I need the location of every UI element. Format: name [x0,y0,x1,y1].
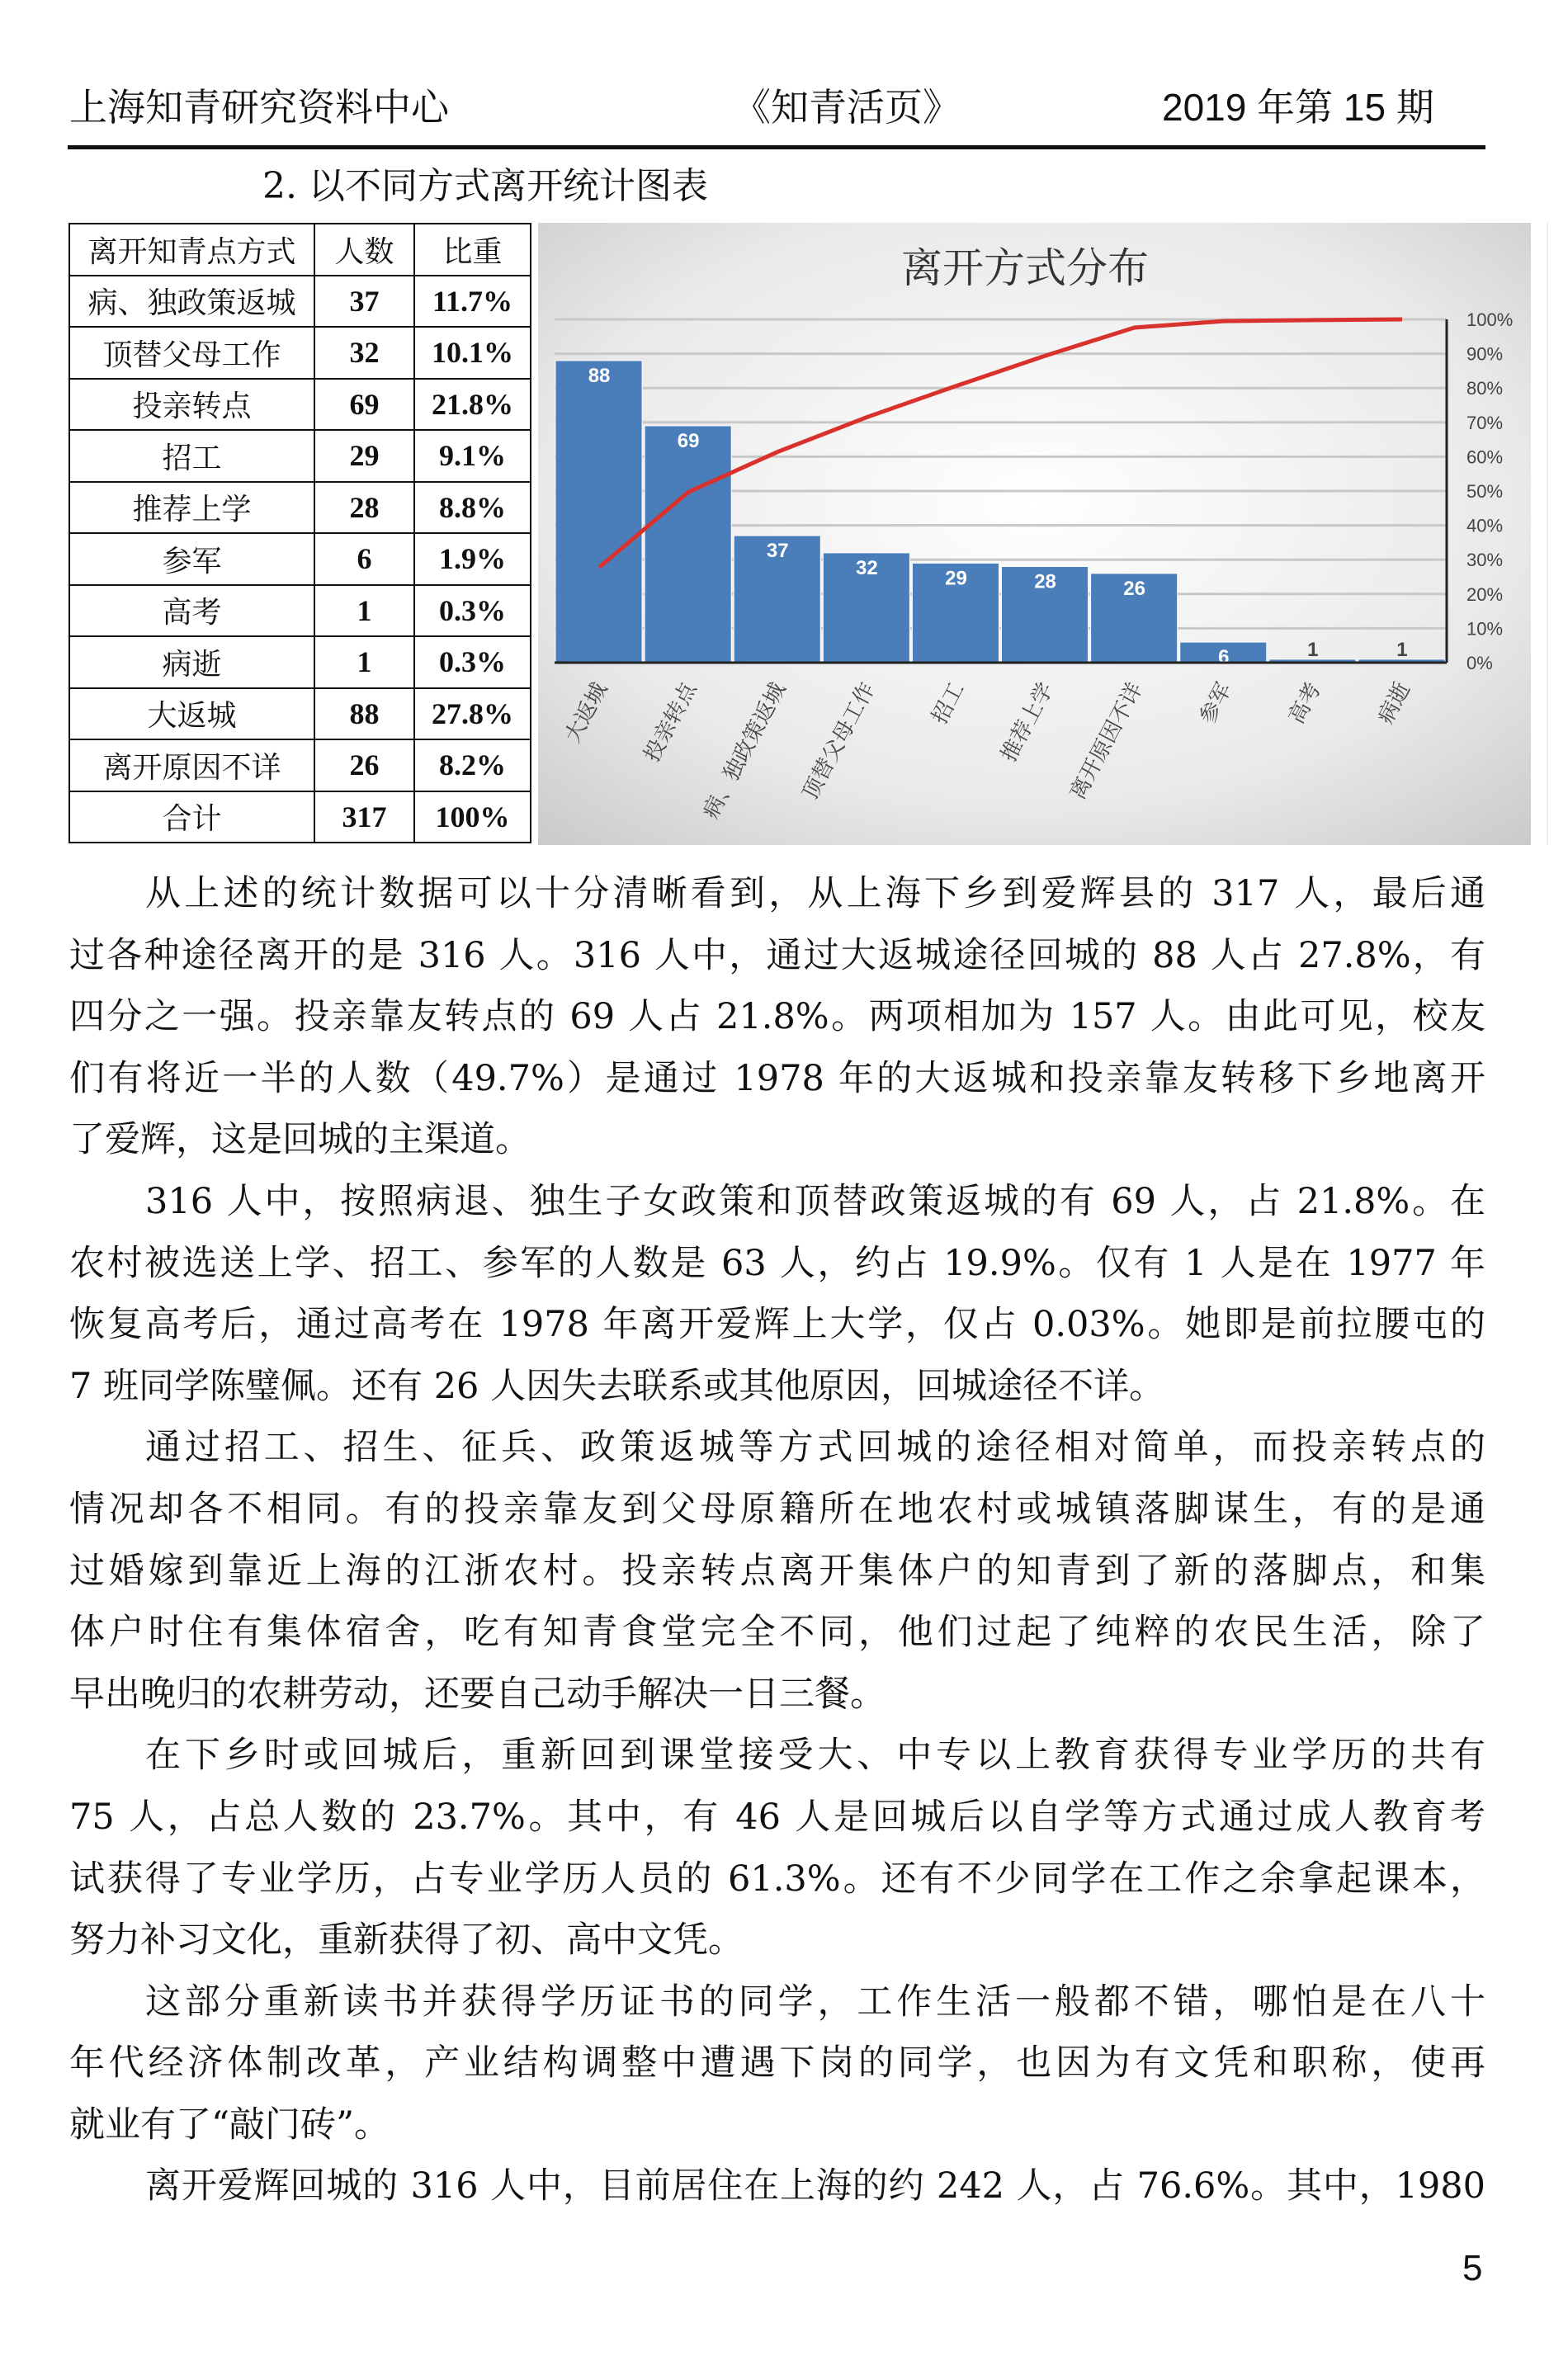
count-cell: 26 [314,739,414,791]
count-cell: 317 [314,791,414,843]
header-issue: 2019 年第 15 期 [1162,86,1434,129]
section-title: 2. 以不同方式离开统计图表 [262,165,708,207]
count-cell: 32 [314,327,414,379]
category-label: 大返城 [560,678,613,748]
category-label: 参军 [1195,678,1237,729]
bar-value-label: 1 [1396,638,1408,661]
share-cell: 0.3% [414,585,531,637]
paragraph-line: 们有将近一半的人数（49.7%）是通过 1978 年的大返城和投亲靠友转移下乡地离开 [69,1057,1485,1099]
table-row [69,430,531,482]
bar-value-label: 32 [855,556,878,579]
category-label: 离开原因不详 [1065,678,1148,805]
departure-pareto-chart [538,223,1531,845]
paragraph-line: 316 人中，按照病退、独生子女政策和顶替政策返城的有 69 人，占 21.8%。在 [145,1180,1485,1222]
count-cell: 1 [314,636,414,688]
count-cell: 37 [314,276,414,328]
method-cell: 高考 [69,585,314,637]
paragraph-line: 从上述的统计数据可以十分清晰看到，从上海下乡到爱辉县的 317 人，最后通 [145,873,1485,914]
paragraph-line: 四分之一强。投亲靠友转点的 69 人占 21.8%。两项相加为 157 人。由此可见，校友 [69,996,1485,1038]
count-cell: 6 [314,533,414,585]
count-cell: 28 [314,482,414,534]
y2-tick-label: 80% [1466,378,1504,399]
bar [555,361,642,663]
paragraph-line: 试获得了专业学历，占专业学历人员的 61.3%。还有不少同学在工作之余拿起课本， [69,1858,1485,1900]
paragraph-line: 在下乡时或回城后，重新回到课堂接受大、中专以上教育获得专业学历的共有 [145,1735,1485,1777]
table-row [69,533,531,585]
count-cell: 1 [314,585,414,637]
table-row [69,791,531,843]
bar-value-label: 29 [945,567,967,590]
paragraph-line: 7 班同学陈璧佩。还有 26 人因失去联系或其他原因，回城途径不详。 [69,1365,1165,1407]
category-label: 顶替父母工作 [797,678,881,805]
table-row [69,636,531,688]
bar-value-label: 37 [766,540,789,563]
paragraph-line: 早出晚归的农耕劳动，还要自己动手解决一日三餐。 [69,1673,886,1715]
page-number: 5 [1462,2248,1483,2288]
share-cell: 21.8% [414,379,531,431]
y2-tick-label: 60% [1466,446,1504,468]
method-cell: 离开知青点方式 [69,224,314,276]
method-cell: 大返城 [69,688,314,740]
paragraph-line: 离开爱辉回城的 316 人中，目前居住在上海的约 242 人，占 76.6%。其中，1980 [145,2165,1485,2207]
share-cell: 8.2% [414,739,531,791]
table-row [69,739,531,791]
paragraph-line: 恢复高考后，通过高考在 1978 年离开爱辉上大学，仅占 0.03%。她即是前拉腰屯的 [69,1304,1485,1346]
header-org: 上海知青研究资料中心 [69,86,449,129]
category-label: 投亲转点 [640,678,702,767]
count-cell: 88 [314,688,414,740]
method-cell: 参军 [69,533,314,585]
method-cell: 顶替父母工作 [69,327,314,379]
method-cell: 病、独政策返城 [69,276,314,328]
header-rule [68,145,1485,149]
y2-tick-label: 10% [1466,618,1504,640]
method-cell: 合计 [69,791,314,843]
share-cell: 9.1% [414,430,531,482]
paragraph-line: 过婚嫁到靠近上海的江浙农村。投亲转点离开集体户的知青到了新的落脚点，和集 [69,1550,1485,1592]
bar-value-label: 26 [1123,577,1146,600]
share-cell: 100% [414,791,531,843]
category-label: 病、独政策返城 [698,678,791,823]
y2-tick-label: 100% [1466,309,1514,330]
paragraph-line: 情况却各不相同。有的投亲靠友到父母原籍所在地农村或城镇落脚谋生，有的是通 [69,1488,1485,1530]
paragraph-line: 了爱辉，这是回城的主渠道。 [69,1119,531,1161]
spreadsheet-gridlines [1531,223,1568,845]
category-label: 招工 [927,678,970,729]
method-cell: 离开原因不详 [69,739,314,791]
paragraph-line: 过各种途径离开的是 316 人。316 人中，通过大返城途径回城的 88 人占 27.8%，有 [69,934,1485,976]
paragraph-line: 就业有了“敲门砖”。 [69,2104,390,2146]
table-header-row [69,224,531,276]
y2-tick-label: 70% [1466,412,1504,433]
share-cell: 0.3% [414,636,531,688]
category-label: 高考 [1284,678,1327,729]
method-cell: 投亲转点 [69,379,314,431]
paragraph-line: 通过招工、招生、征兵、政策返城等方式回城的途径相对简单，而投亲转点的 [145,1427,1485,1469]
bar-value-label: 6 [1218,646,1230,669]
method-cell: 病逝 [69,636,314,688]
paragraph-line: 年代经济体制改革，产业结构调整中遭遇下岗的同学，也因为有文凭和职称，使再 [69,2042,1485,2085]
paragraph-line: 努力补习文化，重新获得了初、高中文凭。 [69,1919,744,1962]
category-label: 推荐上学 [996,678,1059,767]
share-cell: 比重 [414,224,531,276]
bar-value-label: 1 [1307,638,1319,661]
bar-value-label: 28 [1034,570,1056,593]
y2-tick-label: 40% [1466,515,1504,536]
count-cell: 69 [314,379,414,431]
count-cell: 人数 [314,224,414,276]
table-row [69,276,531,328]
bar [645,426,731,663]
y2-tick-label: 0% [1466,653,1493,673]
table-row [69,379,531,431]
chart-title: 离开方式分布 [901,244,1149,292]
bar-value-label: 88 [588,364,611,387]
table-row [69,327,531,379]
share-cell: 10.1% [414,327,531,379]
table-row [69,482,531,534]
paragraph-line: 农村被选送上学、招工、参军的人数是 63 人，约占 19.9%。仅有 1 人是在 1977 年 [69,1242,1485,1284]
count-cell: 29 [314,430,414,482]
table-row [69,688,531,740]
share-cell: 8.8% [414,482,531,534]
method-cell: 招工 [69,430,314,482]
header-publication: 《知青活页》 [733,86,961,129]
paragraph-line: 75 人，占总人数的 23.7%。其中，有 46 人是回城后以自学等方式通过成人教育考 [69,1796,1485,1838]
y2-tick-label: 30% [1466,550,1504,571]
table-row [69,585,531,637]
bar-value-label: 69 [677,429,700,452]
y2-tick-label: 50% [1466,481,1504,502]
share-cell: 1.9% [414,533,531,585]
paragraph-line: 体户时住有集体宿舍，吃有知青食堂完全不同，他们过起了纯粹的农民生活，除了 [69,1612,1485,1654]
paragraph-line: 这部分重新读书并获得学历证书的同学，工作生活一般都不错，哪怕是在八十 [145,1981,1485,2023]
departure-stats-table [68,223,531,843]
y2-tick-label: 20% [1466,583,1504,605]
y2-tick-label: 90% [1466,343,1504,365]
category-label: 病逝 [1373,678,1416,729]
share-cell: 11.7% [414,276,531,328]
share-cell: 27.8% [414,688,531,740]
article-body [69,863,1485,2217]
method-cell: 推荐上学 [69,482,314,534]
